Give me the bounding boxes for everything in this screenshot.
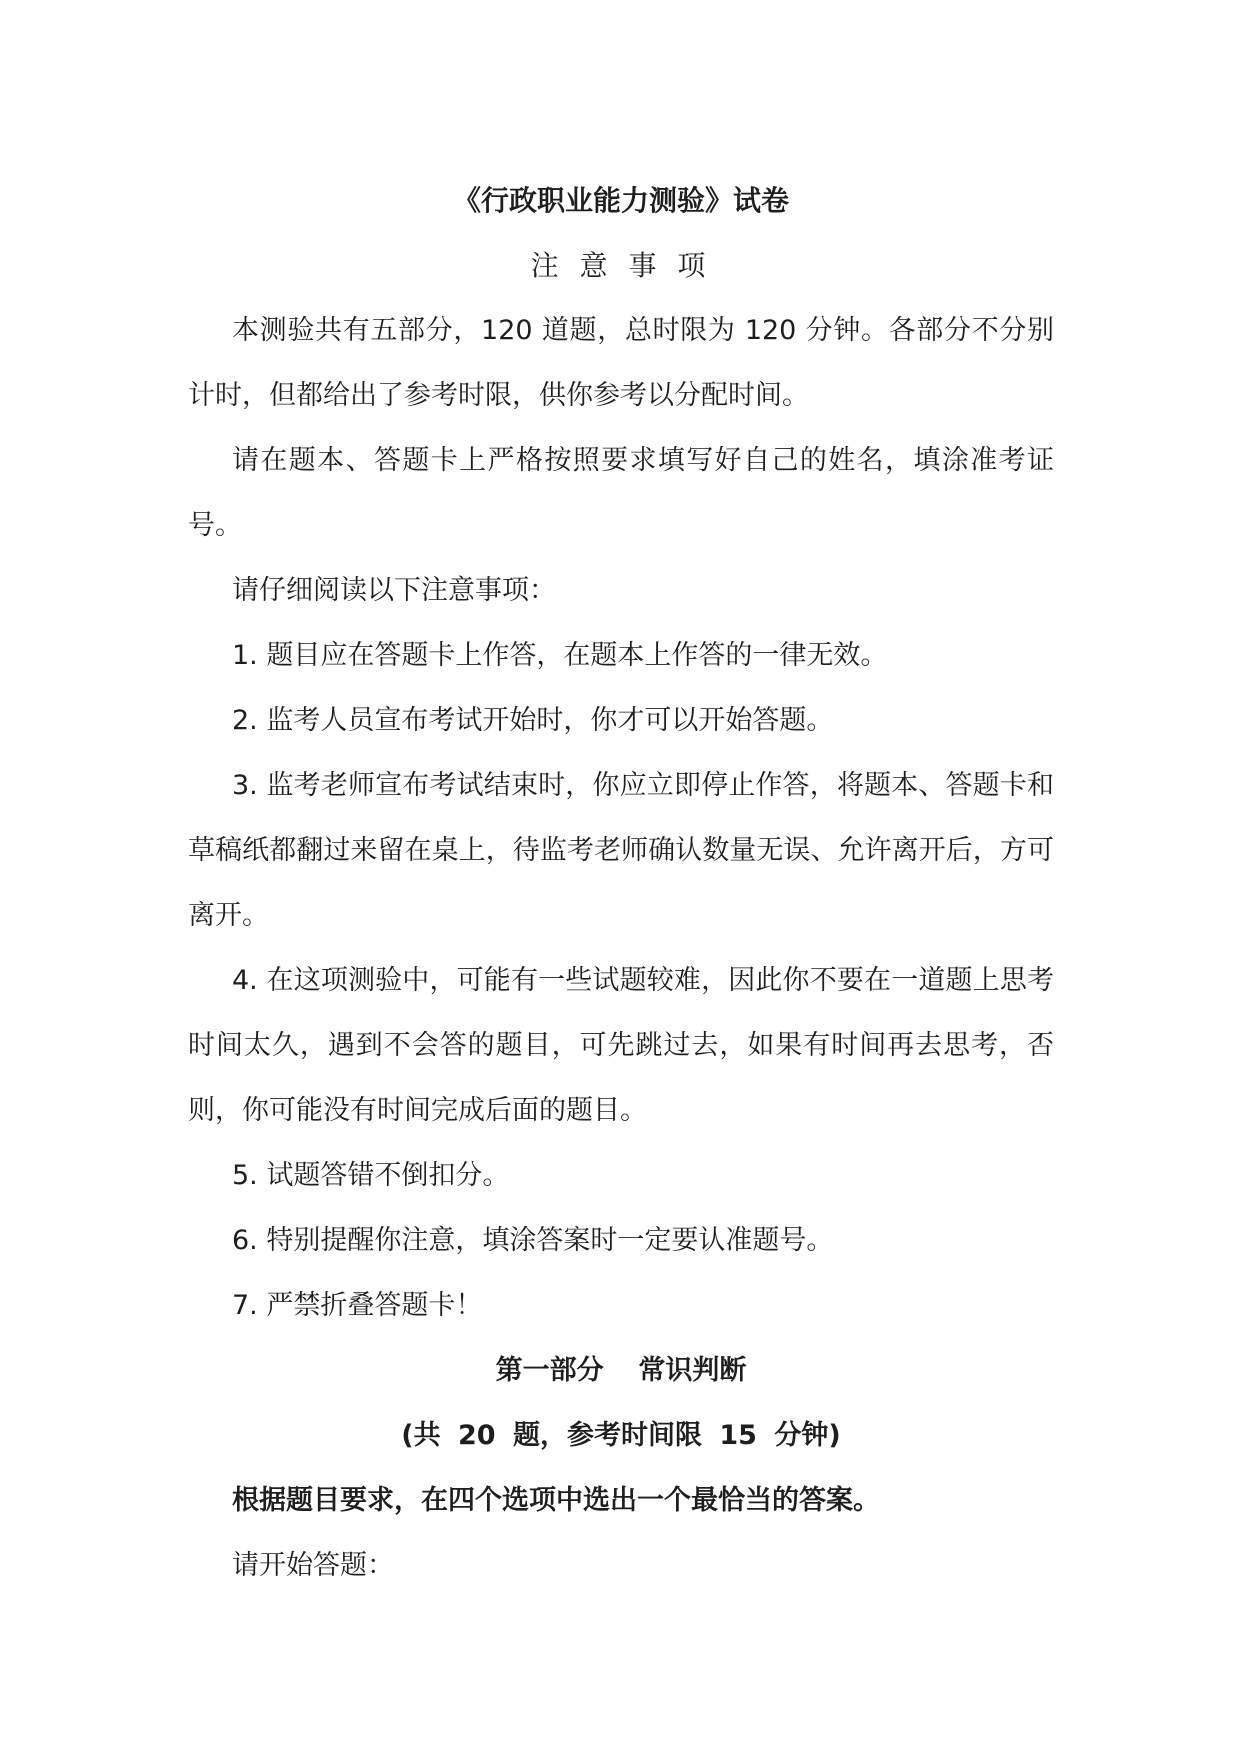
rule-item-4: 4. 在这项测验中，可能有一些试题较难，因此你不要在一道题上思考时间太久，遇到不会答的题目，可先跳过去，如果有时间再去思考，否则，你可能没有时间完成后面的题目。 — [188, 965, 1054, 1126]
intro-paragraph-time-limit: 本测验共有五部分，120 道题，总时限为 120 分钟。各部分不分别计时，但都给出了参考时限，供你参考以分配时间。 — [188, 315, 1054, 411]
notice-heading: 注 意 事 项 — [530, 249, 712, 282]
rule-item-7: 7. 严禁折叠答题卡！ — [232, 1290, 483, 1321]
section-subtitle: (共 20 题，参考时间限 15 分钟) — [401, 1420, 841, 1451]
document-title: 《行政职业能力测验》试卷 — [452, 184, 789, 217]
rule-item-1: 1. 题目应在答题卡上作答，在题本上作答的一律无效。 — [232, 640, 888, 671]
document-body — [188, 168, 1054, 1598]
rule-item-6: 6. 特别提醒你注意，填涂答案时一定要认准题号。 — [232, 1225, 834, 1256]
rule-item-5: 5. 试题答错不倒扣分。 — [232, 1160, 510, 1191]
section-instruction: 根据题目要求，在四个选项中选出一个最恰当的答案。 — [232, 1485, 880, 1516]
section-title: 第一部分 常识判断 — [495, 1355, 747, 1386]
rule-item-2: 2. 监考人员宣布考试开始时，你才可以开始答题。 — [232, 705, 834, 736]
intro-paragraph-read-notes: 请仔细阅读以下注意事项： — [232, 575, 556, 606]
intro-paragraph-fill-info: 请在题本、答题卡上严格按照要求填写好自己的姓名，填涂准考证号。 — [188, 445, 1054, 541]
rule-item-3: 3. 监考老师宣布考试结束时，你应立即停止作答，将题本、答题卡和草稿纸都翻过来留在桌上，待监考老师确认数量无误、允许离开后，方可离开。 — [188, 770, 1054, 931]
start-prompt: 请开始答题： — [232, 1550, 394, 1581]
